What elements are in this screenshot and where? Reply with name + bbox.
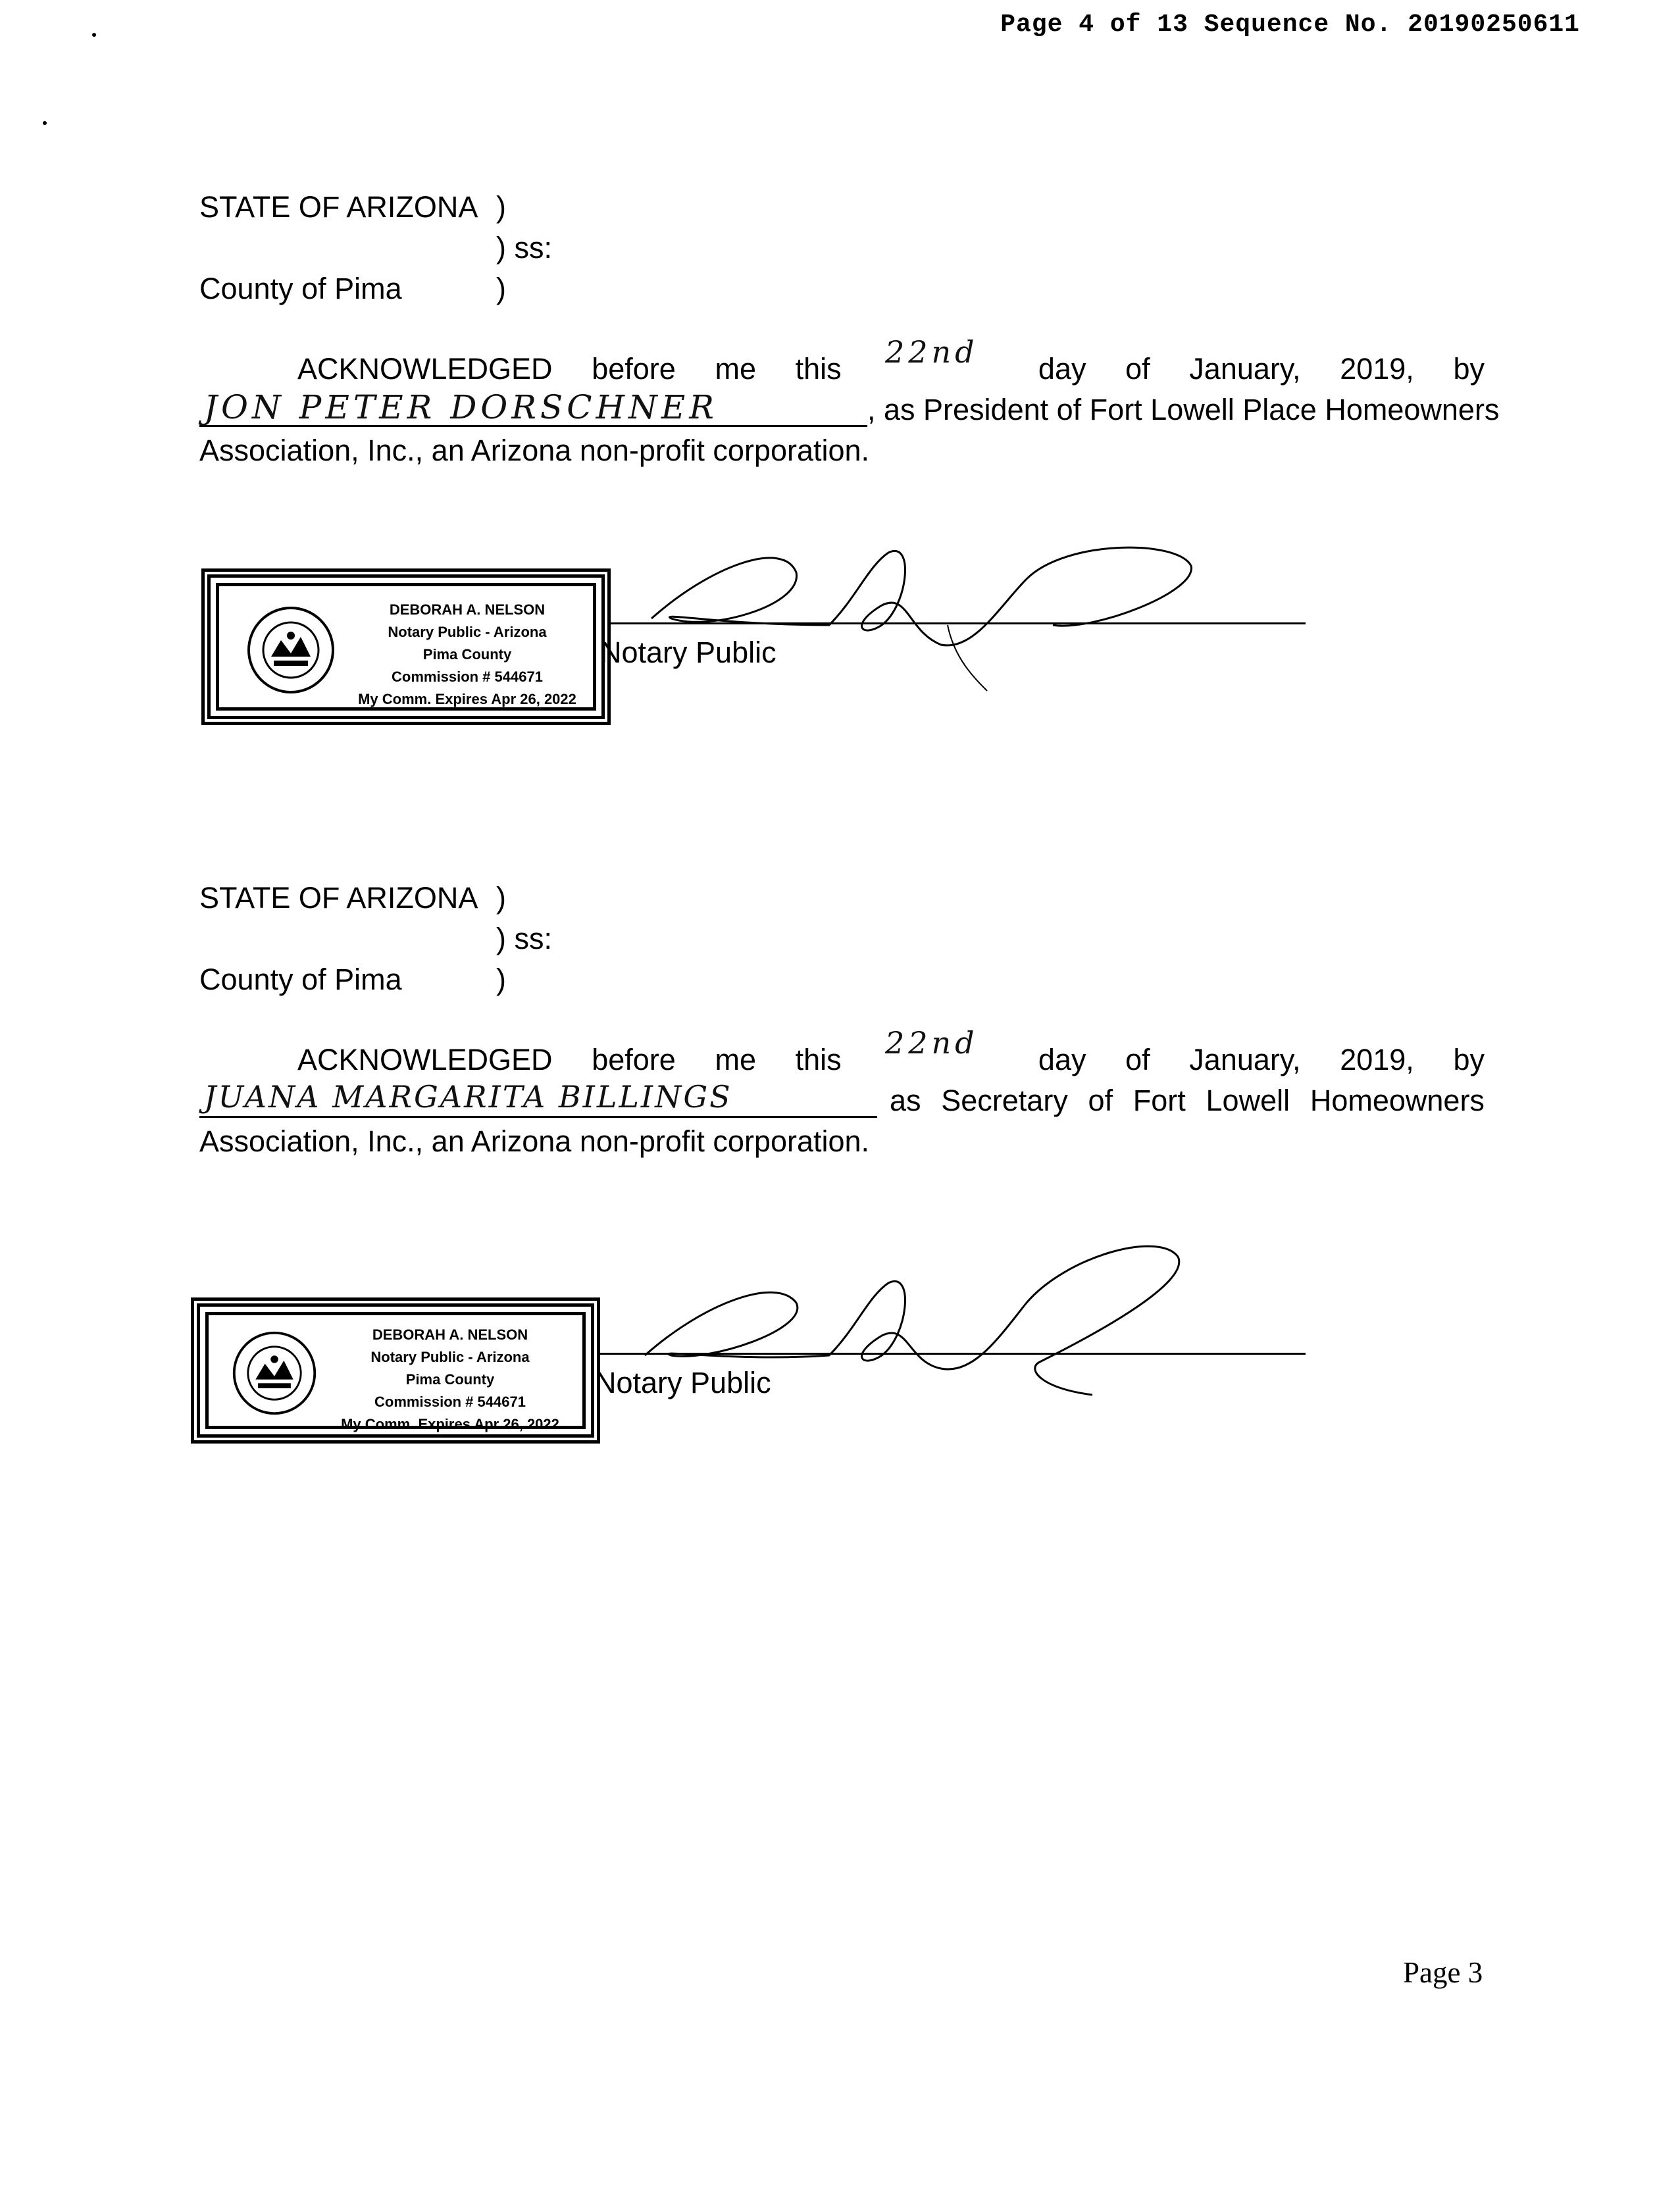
- county-label: County of Pima: [199, 963, 402, 996]
- role-text: , as President of Fort Lowell Place Homeowners: [867, 393, 1500, 426]
- ack-word: this: [795, 352, 842, 386]
- notary-public-label: Notary Public: [600, 636, 776, 669]
- county-paren: ): [496, 272, 506, 305]
- seal-line: Commission # 544671: [374, 1394, 526, 1410]
- state-label: STATE OF ARIZONA: [199, 190, 478, 224]
- ack-word: ACKNOWLEDGED: [297, 352, 553, 386]
- seal-line: My Comm. Expires Apr 26, 2022: [341, 1416, 559, 1432]
- ack-word: January,: [1189, 352, 1301, 386]
- state-paren: ): [496, 881, 506, 915]
- notary-seal-stamp: [191, 1297, 600, 1444]
- handwritten-name: JUANA MARGARITA BILLINGS: [204, 1079, 732, 1115]
- association-text: Association, Inc., an Arizona non-profit corporation.: [199, 434, 870, 467]
- state-label: STATE OF ARIZONA: [199, 881, 478, 915]
- ack-word: before: [592, 1043, 676, 1076]
- handwritten-day: 22nd: [885, 1025, 979, 1061]
- scan-speck: [92, 33, 96, 37]
- seal-text: [325, 1324, 575, 1436]
- ss-label: ) ss:: [496, 922, 552, 955]
- seal-line: Pima County: [422, 646, 512, 663]
- seal-line: Commission # 544671: [392, 668, 543, 685]
- association-text: Association, Inc., an Arizona non-profit corporation.: [199, 1124, 870, 1158]
- state-paren: ): [496, 190, 506, 224]
- arizona-state-seal-icon: [245, 604, 337, 696]
- ack-word: 2019,: [1340, 352, 1414, 386]
- role-word: as: [890, 1084, 921, 1117]
- name-blank: [199, 1115, 877, 1118]
- ack-word: day: [1038, 1043, 1086, 1076]
- ack-word: ACKNOWLEDGED: [297, 1043, 553, 1076]
- seal-line: Notary Public - Arizona: [388, 624, 547, 640]
- seal-line: DEBORAH A. NELSON: [372, 1326, 528, 1343]
- ack-word: me: [715, 1043, 756, 1076]
- ack-word: before: [592, 352, 676, 386]
- role-word: Secretary: [941, 1084, 1068, 1117]
- role-word: Fort: [1133, 1084, 1186, 1117]
- ss-label: ) ss:: [496, 231, 552, 264]
- seal-line: DEBORAH A. NELSON: [389, 601, 546, 618]
- notary-public-label: Notary Public: [595, 1366, 771, 1399]
- ack-word: of: [1125, 352, 1150, 386]
- ack-word: 2019,: [1340, 1043, 1414, 1076]
- county-label: County of Pima: [199, 272, 402, 305]
- sequence-header: Page 4 of 13 Sequence No. 20190250611: [1000, 11, 1580, 39]
- seal-line: My Comm. Expires Apr 26, 2022: [358, 691, 576, 707]
- notary-signature: [632, 526, 1224, 697]
- ack-word: of: [1125, 1043, 1150, 1076]
- handwritten-name: JON PETER DORSCHNER: [204, 388, 718, 426]
- scan-speck: [43, 121, 47, 125]
- ack-word: day: [1038, 352, 1086, 386]
- role-word: Homeowners: [1310, 1084, 1485, 1117]
- ack-word: me: [715, 352, 756, 386]
- ack-word: this: [795, 1043, 842, 1076]
- arizona-state-seal-icon: [230, 1329, 318, 1417]
- role-word: of: [1088, 1084, 1113, 1117]
- ack-word: January,: [1189, 1043, 1301, 1076]
- county-paren: ): [496, 963, 506, 996]
- ack-word: by: [1453, 352, 1485, 386]
- seal-line: Notary Public - Arizona: [370, 1349, 530, 1365]
- role-word: Lowell: [1206, 1084, 1290, 1117]
- handwritten-day: 22nd: [885, 334, 979, 370]
- seal-text: [342, 599, 592, 711]
- page-number: Page 3: [1403, 1956, 1483, 1989]
- role-text: [890, 1086, 1485, 1115]
- ack-word: by: [1453, 1043, 1485, 1076]
- seal-line: Pima County: [405, 1371, 495, 1388]
- notary-seal-stamp: [201, 568, 611, 725]
